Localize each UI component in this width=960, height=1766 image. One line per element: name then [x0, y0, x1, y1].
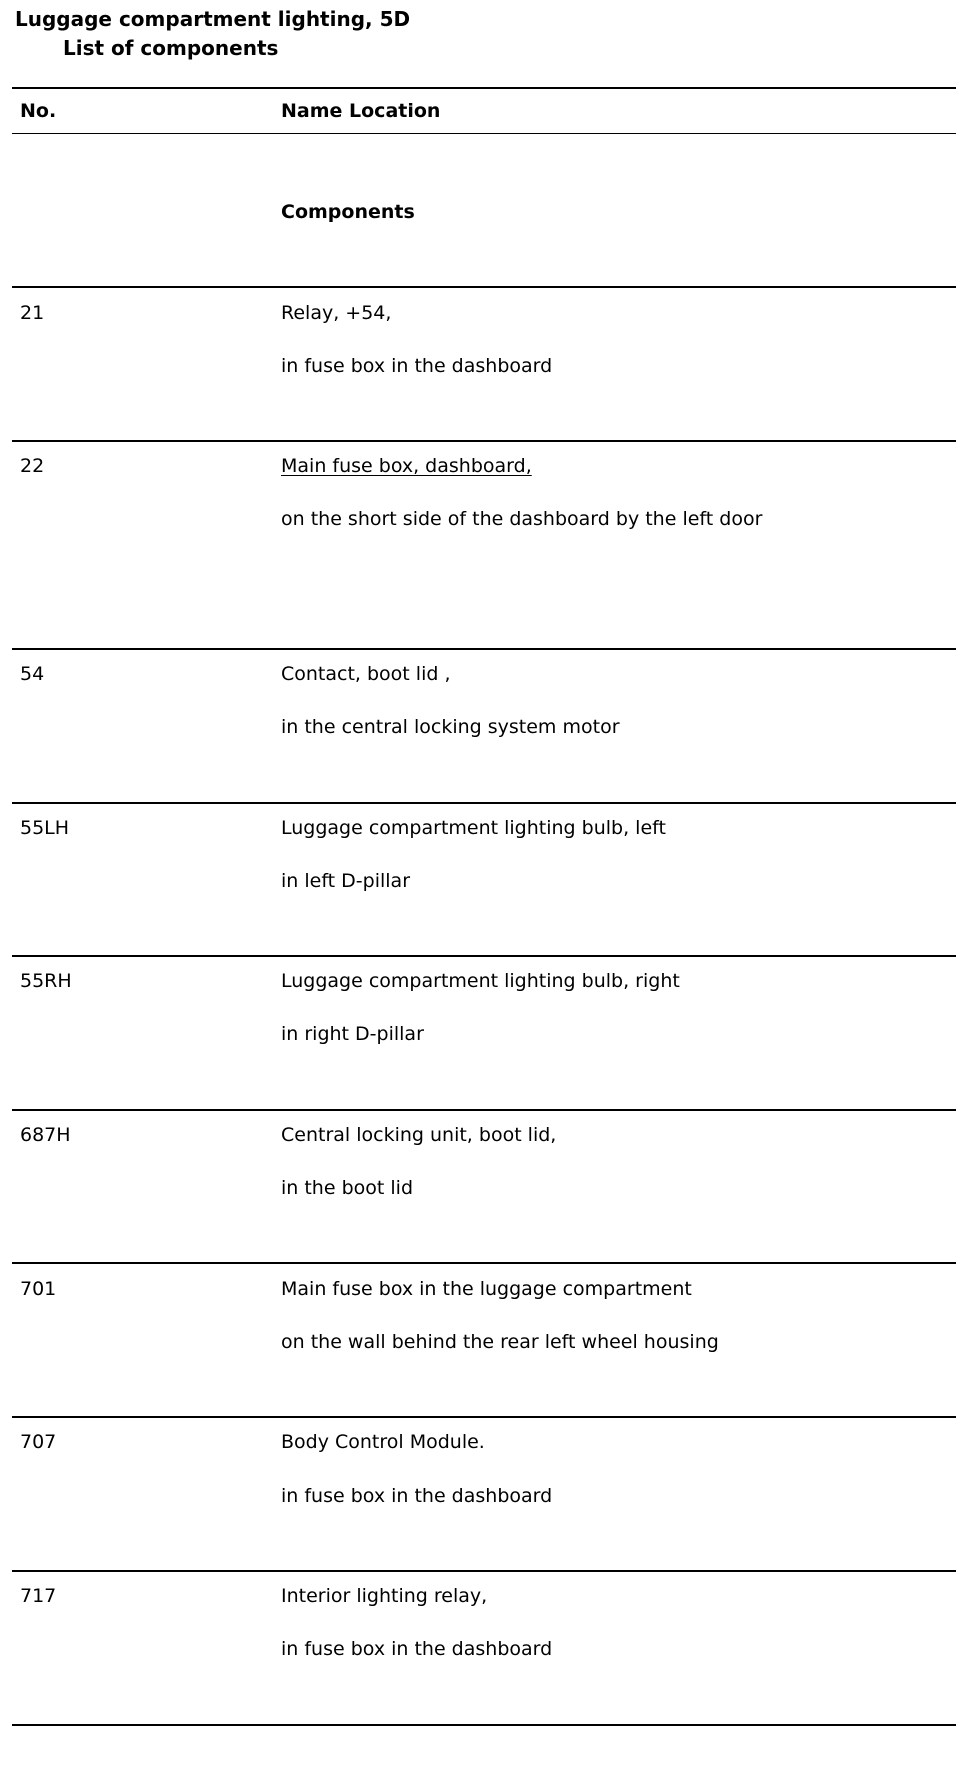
row-divider [12, 802, 956, 804]
header-name-location: Name Location [281, 100, 441, 122]
table-bottom-rule [12, 1724, 956, 1726]
component-name: Luggage compartment lighting bulb, right [281, 970, 680, 992]
document-title: Luggage compartment lighting, 5D [15, 7, 411, 31]
component-number: 55RH [20, 970, 72, 992]
component-number: 707 [20, 1431, 57, 1453]
component-location: in fuse box in the dashboard [281, 1485, 553, 1507]
component-location: in the boot lid [281, 1177, 413, 1199]
table-top-rule [12, 87, 956, 89]
component-name: Central locking unit, boot lid, [281, 1124, 557, 1146]
component-location: in fuse box in the dashboard [281, 1638, 553, 1660]
document-subtitle: List of components [63, 36, 279, 60]
section-label: Components [281, 201, 415, 223]
row-divider [12, 648, 956, 650]
component-name: Body Control Module. [281, 1431, 485, 1453]
component-number: 701 [20, 1278, 57, 1300]
row-divider [12, 1109, 956, 1111]
component-number: 55LH [20, 817, 70, 839]
component-location: in left D-pillar [281, 870, 411, 892]
component-number: 54 [20, 663, 45, 685]
component-location: in the central locking system motor [281, 716, 620, 738]
row-divider [12, 1570, 956, 1572]
row-divider [12, 955, 956, 957]
component-location: on the short side of the dashboard by the left door [281, 508, 763, 530]
component-number: 687H [20, 1124, 71, 1146]
component-location: in right D-pillar [281, 1023, 424, 1045]
component-name: Interior lighting relay, [281, 1585, 488, 1607]
header-no: No. [20, 100, 57, 122]
header-bottom-rule [12, 133, 956, 134]
row-divider [12, 1262, 956, 1264]
component-number: 22 [20, 455, 45, 477]
row-divider [12, 286, 956, 288]
component-name: Main fuse box in the luggage compartment [281, 1278, 692, 1300]
component-name: Luggage compartment lighting bulb, left [281, 817, 666, 839]
component-location: in fuse box in the dashboard [281, 355, 553, 377]
row-divider [12, 1416, 956, 1418]
component-number: 717 [20, 1585, 57, 1607]
component-number: 21 [20, 302, 45, 324]
row-divider [12, 440, 956, 442]
component-name: Relay, +54, [281, 302, 392, 324]
component-name-link[interactable]: Main fuse box, dashboard, [281, 455, 532, 477]
component-location: on the wall behind the rear left wheel housing [281, 1331, 719, 1353]
component-name: Contact, boot lid , [281, 663, 451, 685]
